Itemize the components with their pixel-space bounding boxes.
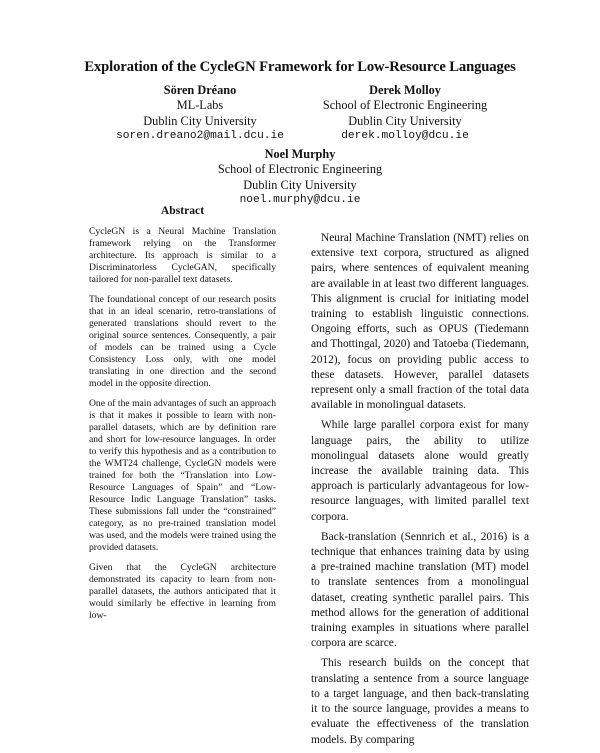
- abstract-paragraph: The foundational concept of our research posits that in an ideal scenario, retro-translations of generated translations should revert to the original source sentences. Consequently, a pair of models can be trained using a Cycle Consistency Loss only, with one model translating in one direction and the second model in the opposite direction.: [89, 293, 276, 390]
- author-block: [195, 147, 405, 208]
- abstract-heading: Abstract: [160, 204, 205, 217]
- author-block: [95, 83, 305, 144]
- body-paragraph: While large parallel corpora exist for many language pairs, the ability to utilize monolingual datasets alone would greatly increase the available training data. This approach is particularly advantageous for low-resource languages, with limited parallel text corpora.: [311, 419, 529, 523]
- author-affiliation: School of Electronic Engineering: [322, 98, 488, 113]
- author-block: [300, 83, 510, 144]
- abstract-paragraph: CycleGN is a Neural Machine Translation framework relying on the Transformer architecture. Its approach is similar to a Discriminatorless CycleGAN, specifically tailored for non-parallel text datasets.: [89, 226, 276, 286]
- author-university: Dublin City University: [243, 177, 357, 192]
- author-affiliation: ML-Labs: [176, 98, 224, 113]
- abstract-paragraph: Given that the CycleGN architecture demonstrated its capacity to learn from non-parallel datasets, the authors anticipated that it would similarly be effective in learning from low-: [89, 561, 276, 621]
- author-name: Derek Molloy: [369, 83, 441, 97]
- body-paragraph: Back-translation (Sennrich et al., 2016) is a technique that enhances training data by using a pre-trained machine translation (MT) model to translate sentences from a monolingual dataset, creating synthetic parallel pairs. This method allows for the generation of additional training examples in situations where parallel corpora are scarce.: [311, 530, 529, 650]
- author-email[interactable]: noel.murphy@dcu.ie: [239, 193, 361, 206]
- author-university: Dublin City University: [143, 113, 257, 128]
- introduction-column: [311, 231, 529, 753]
- author-name: Noel Murphy: [264, 147, 336, 161]
- author-university: Dublin City University: [348, 113, 462, 128]
- author-email[interactable]: soren.dreano2@mail.dcu.ie: [116, 129, 284, 142]
- author-name: Sören Dréano: [163, 83, 237, 97]
- paper-title: Exploration of the CycleGN Framework for Low-Resource Languages: [84, 59, 516, 75]
- abstract-section: [89, 205, 276, 630]
- body-paragraph: Neural Machine Translation (NMT) relies on extensive text corpora, structured as aligned pairs, where sentences of equivalent meaning are available in at least two different languages. This alignment is crucial for initiating model training to establish linguistic connections. Ongoing efforts, such as OPUS (Tiedemann and Thottingal, 2020) and Tatoeba (Tiedemann, 2012), focus on providing public access to these datasets. However, parallel datasets represent only a small fraction of the total data available in monolingual datasets.: [311, 232, 529, 412]
- abstract-paragraph: One of the main advantages of such an approach is that it makes it possible to learn with non-parallel datasets, which are by definition rare and short for low-resource languages. In order to verify this hypothesis and as a contribution to the WMT24 challenge, CycleGN models were trained for both the “Translation into Low-Resource Languages of Spain” and “Low-Resource Indic Language Translation” tasks. These submissions fall under the “constrained” category, as no pre-trained translation model was used, and the models were trained using the provided datasets.: [89, 397, 276, 554]
- author-affiliation: School of Electronic Engineering: [217, 162, 383, 177]
- body-paragraph: This research builds on the concept that translating a sentence from a source language to a target language, and then back-translating it to the source language, provides a means to evaluate the effectiveness of the translation models. By comparing: [311, 657, 529, 746]
- author-email[interactable]: derek.molloy@dcu.ie: [341, 129, 469, 142]
